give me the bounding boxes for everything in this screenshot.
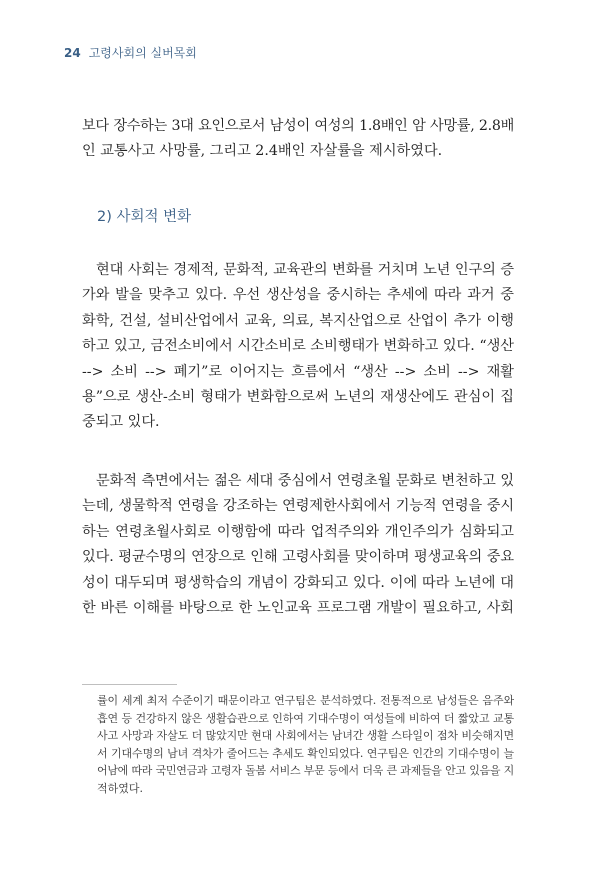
text-line: 보다 장수하는 3대 요인으로서 남성이 여성의 1.8배인 암 사망률, 2.8배 bbox=[82, 118, 514, 134]
footnote-line: 적하였다. bbox=[97, 781, 144, 795]
text-line: 현대 사회는 경제적, 문화적, 교육관의 변화를 거치며 노년 인구의 증 bbox=[96, 262, 514, 278]
text-line: 있다. 평균수명의 연장으로 인해 고령사회를 맞이하며 평생교육의 중요 bbox=[82, 549, 514, 566]
book-title: 고령사회의 실버목회 bbox=[88, 46, 197, 60]
body-paragraph-1 bbox=[82, 258, 514, 436]
text-line: 하고 있고, 금전소비에서 시간소비로 소비행태가 변화하고 있다. “생산 bbox=[82, 338, 514, 355]
text-line: 문화적 측면에서는 젊은 세대 중심에서 연령초월 문화로 변천하고 있 bbox=[96, 473, 514, 489]
text-line: 인 교통사고 사망률, 그리고 2.4배인 자살률을 제시하였다. bbox=[82, 143, 443, 160]
text-line: --> 소비 --> 폐기”로 이어지는 흐름에서 “생산 --> 소비 --> 재활 bbox=[82, 363, 514, 380]
footnote-line: 어남에 따라 국민연금과 고령자 돌봄 서비스 부문 등에서 더욱 큰 과제들을 안고 있음을 지 bbox=[97, 764, 514, 778]
footnote-line: 흡연 등 건강하지 않은 생활습관으로 인하여 기대수명이 여성들에 비하여 더 짧았고 교통 bbox=[97, 711, 514, 725]
text-line: 화학, 건설, 설비산업에서 교육, 의료, 복지산업으로 산업이 추가 이행 bbox=[82, 312, 514, 329]
text-line: 한 바른 이해를 바탕으로 한 노인교육 프로그램 개발이 필요하고, 사회 bbox=[82, 600, 514, 617]
footnote bbox=[97, 692, 514, 798]
text-line: 가와 발을 맞추고 있다. 우선 생산성을 중시하는 추세에 따라 과거 중 bbox=[82, 287, 514, 304]
text-line: 성이 대두되며 평생학습의 개념이 강화되고 있다. 이에 따라 노년에 대 bbox=[82, 574, 514, 591]
section-heading: 2) 사회적 변화 bbox=[97, 209, 192, 225]
page-number: 24 bbox=[64, 46, 81, 60]
footnote-line: 률이 세계 최저 수준이기 때문이라고 연구팀은 분석하였다. 전통적으로 남성들은 음주와 bbox=[97, 694, 514, 707]
text-line: 용”으로 생산-소비 형태가 변화함으로써 노년의 재생산에도 관심이 집 bbox=[82, 389, 514, 406]
footnote-line: 서 기대수명의 남녀 격차가 줄어드는 추세도 확인되었다. 연구팀은 인간의 기대수명이 늘 bbox=[97, 746, 514, 760]
running-header bbox=[64, 44, 197, 61]
text-line: 하는 연령초월사회로 이행함에 따라 업적주의와 개인주의가 심화되고 bbox=[82, 523, 514, 540]
footnote-line: 사고 사망과 자살도 더 많았지만 현대 사회에서는 남녀간 생활 스타일이 점차 비슷해지면 bbox=[97, 729, 514, 743]
footnote-divider bbox=[82, 684, 177, 685]
body-paragraph-2 bbox=[82, 469, 514, 621]
text-line: 중되고 있다. bbox=[82, 414, 160, 431]
intro-paragraph bbox=[82, 114, 514, 165]
text-line: 는데, 생물학적 연령을 강조하는 연령제한사회에서 기능적 연령을 중시 bbox=[82, 498, 514, 515]
